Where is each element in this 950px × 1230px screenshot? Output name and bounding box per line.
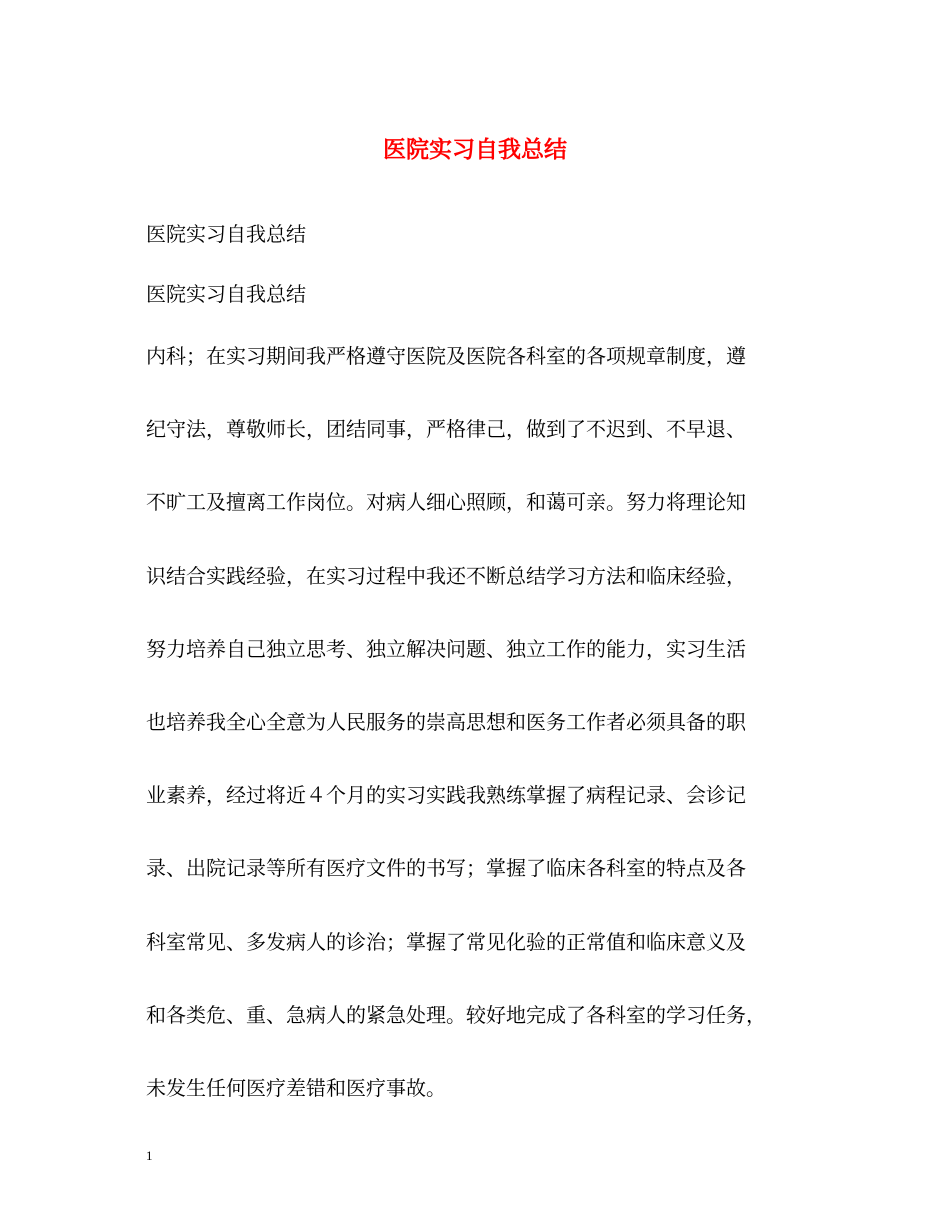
body-line: 不旷工及擅离工作岗位。对病人细心照顾，和蔼可亲。努力将理论知 xyxy=(146,490,746,515)
page-number: 1 xyxy=(146,1148,153,1163)
body-line: 内科；在实习期间我严格遵守医院及医院各科室的各项规章制度，遵 xyxy=(146,344,746,368)
subheading-1: 医院实习自我总结 xyxy=(146,222,306,246)
body-line: 和各类危、重、急病人的紧急处理。较好地完成了各科室的学习任务， xyxy=(146,1002,766,1027)
body-line: 录、出院记录等所有医疗文件的书写；掌握了临床各科室的特点及各 xyxy=(146,856,746,881)
subheading-2: 医院实习自我总结 xyxy=(146,282,306,306)
body-line: 纪守法，尊敬师长，团结同事，严格律己，做到了不迟到、不早退、 xyxy=(146,417,746,442)
body-line: 科室常见、多发病人的诊治；掌握了常见化验的正常值和临床意义及 xyxy=(146,929,746,954)
body-line: 也培养我全心全意为人民服务的崇高思想和医务工作者必须具备的职 xyxy=(146,709,746,734)
body-line: 未发生任何医疗差错和医疗事故。 xyxy=(146,1075,446,1100)
body-line: 识结合实践经验，在实习过程中我还不断总结学习方法和临床经验， xyxy=(146,563,746,588)
body-line: 业素养，经过将近４个月的实习实践我熟练掌握了病程记录、会诊记 xyxy=(146,783,746,808)
body-line: 努力培养自己独立思考、独立解决问题、独立工作的能力，实习生活 xyxy=(146,636,746,661)
body-paragraph xyxy=(146,341,806,1146)
document-title: 医院实习自我总结 xyxy=(383,137,567,163)
